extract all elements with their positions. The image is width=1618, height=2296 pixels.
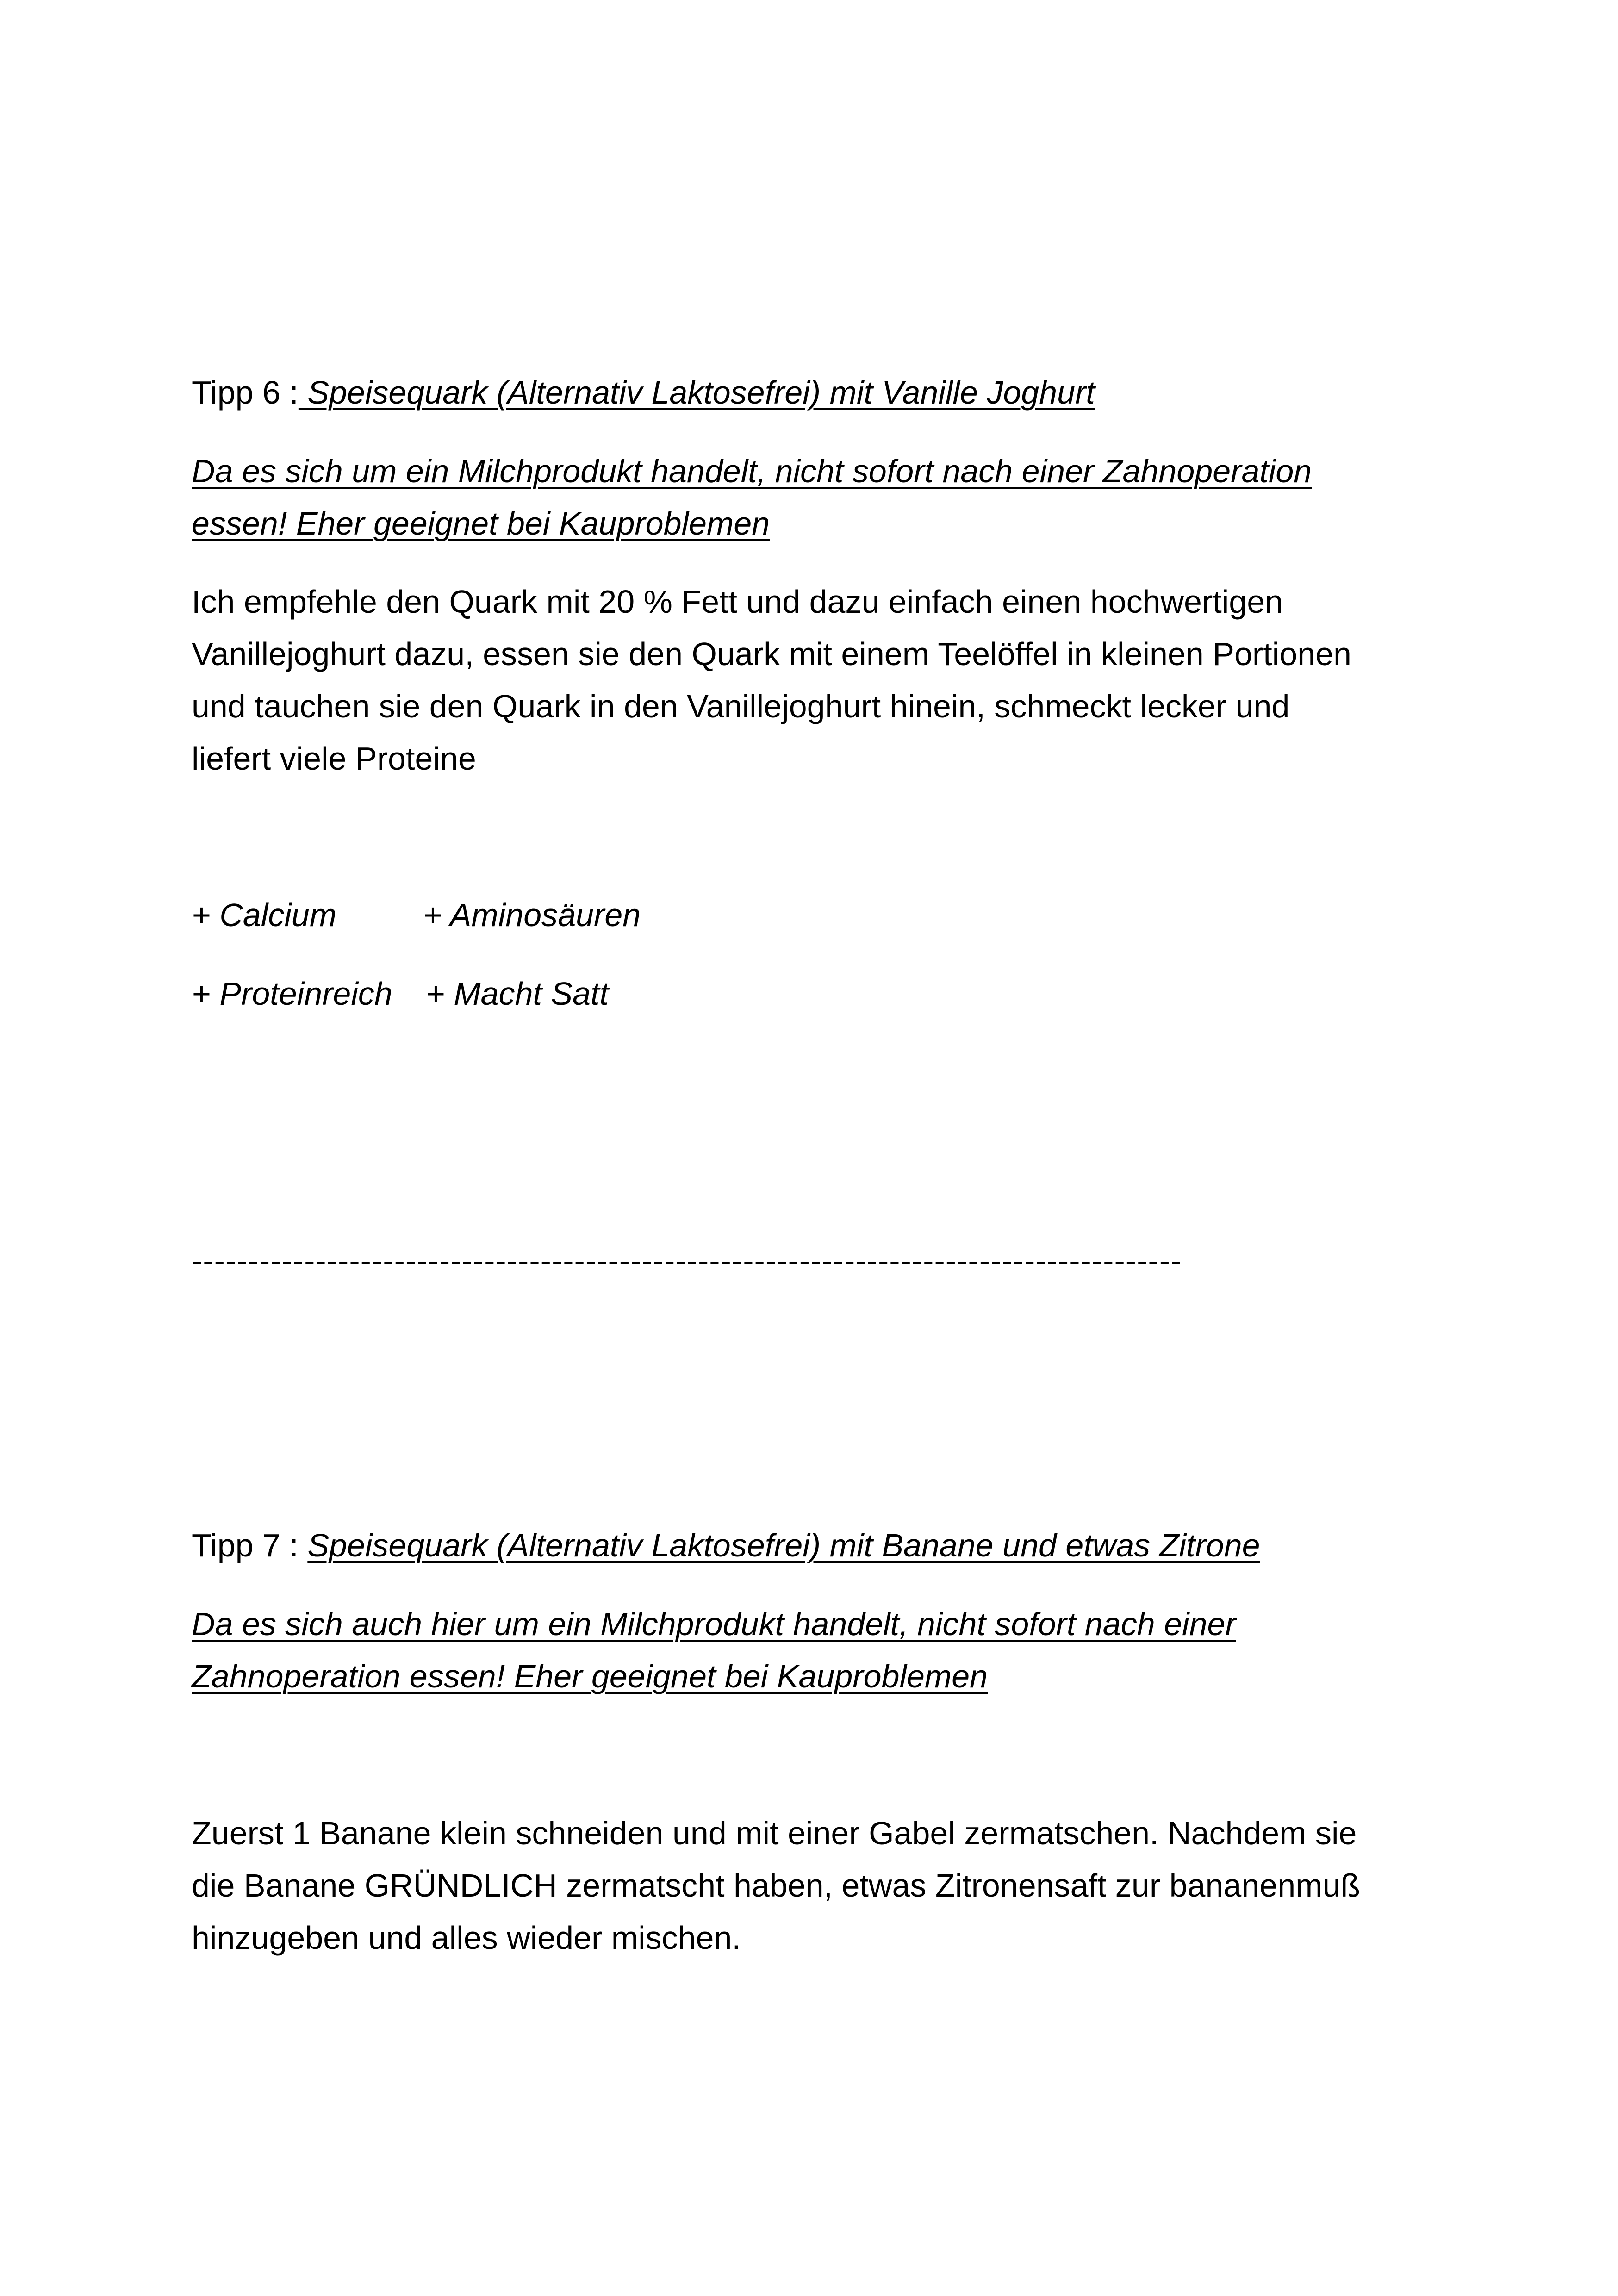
benefits-row: [192, 968, 1441, 1020]
tip6-body-line: und tauchen sie den Quark in den Vanillejoghurt hinein, schmeckt lecker und: [192, 688, 1290, 724]
benefits-row: [192, 889, 1441, 941]
tip7-title: Speisequark (Alternativ Laktosefrei) mit Banane und etwas Zitrone: [307, 1527, 1260, 1563]
section-separator: [192, 1202, 1441, 1319]
tip7-prefix: Tipp 7 :: [192, 1527, 308, 1563]
tip7-body: [192, 1807, 1441, 1964]
tip6-body-line: Ich empfehle den Quark mit 20 % Fett und dazu einfach einen hochwertigen: [192, 584, 1283, 620]
tip6-prefix: Tipp 6 :: [192, 374, 299, 411]
tip6-heading: [192, 367, 1441, 419]
benefit-item: + Calcium: [192, 897, 337, 933]
tip7-body-line: Zuerst 1 Banane klein schneiden und mit einer Gabel zermatschen. Nachdem sie: [192, 1815, 1357, 1851]
benefit-item: + Proteinreich: [192, 976, 392, 1012]
tip7-warning-line: Da es sich auch hier um ein Milchprodukt handelt, nicht sofort nach einer: [192, 1606, 1236, 1642]
tip7-body-line: die Banane GRÜNDLICH zermatscht haben, etwas Zitronensaft zur bananenmuß: [192, 1867, 1361, 1904]
tip6-body-line: Vanillejoghurt dazu, essen sie den Quark mit einem Teelöffel in kleinen Portionen: [192, 636, 1351, 672]
tip6-benefits-2: [192, 968, 1441, 1020]
tip6-warning-line: Da es sich um ein Milchprodukt handelt, nicht sofort nach einer Zahnoperation: [192, 453, 1312, 489]
tip7-body-line: hinzugeben und alles wieder mischen.: [192, 1920, 741, 1956]
tip6-warning: [192, 445, 1441, 550]
tip6-benefits: [192, 889, 1441, 941]
tip7-warning: [192, 1598, 1441, 1703]
tip7-warning-line: Zahnoperation essen! Eher geeignet bei Kauproblemen: [192, 1658, 988, 1694]
benefit-item: + Aminosäuren: [423, 897, 641, 933]
tip6-body: [192, 576, 1441, 785]
benefit-item: + Macht Satt: [426, 976, 609, 1012]
separator-line: ----------------------------------------------------------------------------------------: [192, 1243, 1182, 1279]
tip6-title: Speisequark (Alternativ Laktosefrei) mit Vanille Joghurt: [298, 374, 1095, 411]
tip6-body-line: liefert viele Proteine: [192, 740, 476, 777]
tip6-warning-line: essen! Eher geeignet bei Kauproblemen: [192, 505, 770, 541]
tip7-heading: [192, 1519, 1441, 1572]
